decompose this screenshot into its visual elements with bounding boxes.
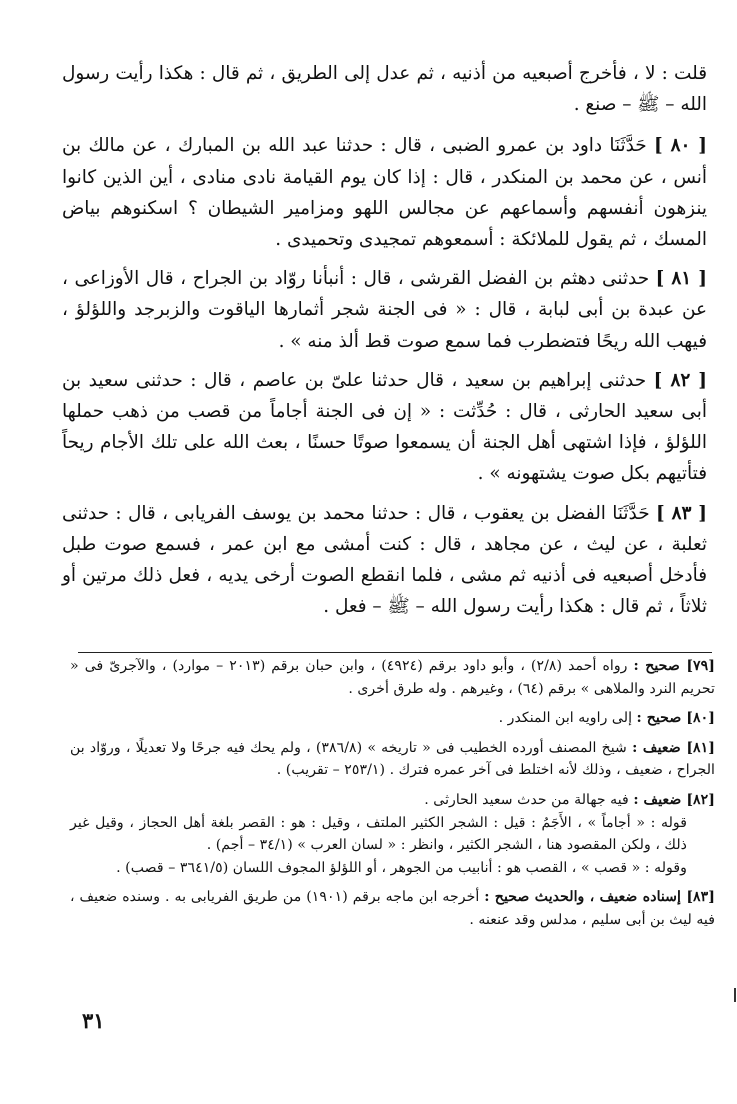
footnote-label: [٨٣] إسناده ضعيف ، والحديث صحيح : — [484, 889, 716, 906]
footnote-text: رواه أحمد (٢/٨) ، وأبو داود برقم (٤٩٢٤) ، وابن حبان برقم (٢٠١٣ – موارد) ، والآجرىّ فى « تحريم النرد والملاهى » برقم (٦٤) ، وغيرهم . وله طرق أخرى . — [70, 658, 715, 697]
footnote-81 — [70, 737, 715, 782]
footnote-text: فيه جهالة من حدث سعيد الحارثى . — [424, 791, 629, 808]
hadith-83 — [62, 498, 707, 623]
footnote-79 — [70, 655, 715, 700]
hadith-text: حَدَّثَنَا الفضل بن يعقوب ، قال : حدثنا محمد بن يوسف الفريابى ، قال : حدثنى ثعلبة ، عن ليث ، عن مجاهد ، قال : كنت أمشى مع ابن عمر ، فسمع صوت طبل فأدخل أصبعيه فى أذنيه ثم مشى ، فلما انقطع الصوت أرخى يديه ، فعل ذلك مرتين أو ثلاثاً ، ثم قال : هكذا رأيت رسول الله – ﷺ – فعل . — [62, 502, 707, 618]
footnote-text: شيخ المصنف أورده الخطيب فى « تاريخه » (٣٨٦/٨) ، ولم يحك فيه جرحًا ولا تعديلًا ، وروّاد بن الجراح ، ضعيف ، وذلك لأنه اختلط فى آخر عمره فترك . (٢٥٣/١ – تقريب) . — [70, 739, 715, 779]
page-number: ٣١ — [82, 1008, 105, 1033]
hadith-text: حدثنى دهثم بن الفضل القرشى ، قال : أنبأنا روّاد بن الجراح ، قال الأوزاعى ، عن عبدة بن أبى لبابة ، قال : « فى الجنة شجر أثمارها الياقوت والزبرجد واللؤلؤ ، فيهب الله ريحًا فتضطرب فما سمع صوت قط ألذ منه » . — [62, 268, 707, 352]
main-text — [62, 58, 707, 630]
hadith-text: حَدَّثَنَا داود بن عمرو الضبى ، قال : حدثنا عبد الله بن المبارك ، عن مالك بن أنس ، عن محمد بن المنكدر ، قال : إذا كان يوم القيامة نادى منادى ، أين الذين كانوا ينزهون أنفسهم وأسماعهم عن مجالس اللهو ومزامير الشيطان ؟ اسكنوهم بياض المسك ، ثم يقول للملائكة : أسمعوهم تمجيدى وتحميدى . — [62, 135, 707, 251]
footnote-83 — [70, 886, 715, 931]
footnote-82-gloss-2 — [70, 857, 715, 880]
hadith-82 — [62, 365, 707, 490]
footnotes — [70, 655, 715, 939]
footnote-82 — [70, 789, 715, 812]
footnote-gloss-text: قوله : « أجاماً » ، الأَجَمُ : قيل : الشجر الكثير الملتف ، وقيل : هو : القصر بلغة أهل الحجاز ، وقيل غير ذلك ، ولكن المقصود هنا ، الشجر الكثير ، وانظر : « لسان العرب » (٣٤/١ – أجم) . — [70, 814, 687, 854]
paragraph-text: قلت : لا ، فأخرج أصبعيه من أذنيه ، ثم عدل إلى الطريق ، ثم قال : هكذا رأيت رسول الله – ﷺ – صنع . — [62, 63, 707, 116]
footnote-label: [٧٩] صحيح : — [633, 658, 715, 674]
footnote-82-gloss-1 — [70, 812, 715, 857]
hadith-text: حدثنى إبراهيم بن سعيد ، قال حدثنا علىّ بن عاصم ، قال : حدثنى سعيد بن أبى سعيد الحارثى ، قال : حُدِّثت : « إن فى الجنة أجاماً من قصب من ذهب حملها اللؤلؤ ، فإذا اشتهى أهل الجنة أن يسمعوا صوتًا حسنًا ، بعث الله على تلك الأجام ريحاً فتأتيهم بكل صوت يشتهونه » . — [62, 369, 707, 485]
hadith-81 — [62, 263, 707, 357]
footnote-label: [٨٠] صحيح : — [636, 710, 715, 727]
footnote-80 — [70, 707, 715, 730]
hadith-number: [ ٨٢ ] — [653, 369, 707, 391]
footnote-gloss-text: وقوله : « قصب » ، القصب هو : أنابيب من الجوهر ، أو اللؤلؤ المجوف اللسان (٣٦٤١/٥ – قصب) . — [116, 859, 687, 876]
hadith-number: [ ٨٠ ] — [654, 135, 707, 157]
hadith-80 — [62, 130, 707, 255]
hadith-number: [ ٨١ ] — [655, 268, 707, 290]
footnote-divider — [78, 652, 712, 653]
footnote-label: [٨٢] ضعيف : — [633, 791, 715, 808]
paragraph-continuation — [62, 58, 707, 120]
hadith-number: [ ٨٣ ] — [655, 502, 707, 524]
footnote-text: إلى راويه ابن المنكدر . — [498, 710, 633, 727]
margin-mark — [734, 988, 736, 1002]
footnote-text: أخرجه ابن ماجه برقم (١٩٠١) من طريق الفريابى به . وسنده ضعيف ، فيه ليث بن أبى سليم ، مدلس وقد عنعنه . — [70, 889, 715, 928]
footnote-label: [٨١] ضعيف : — [632, 739, 715, 756]
